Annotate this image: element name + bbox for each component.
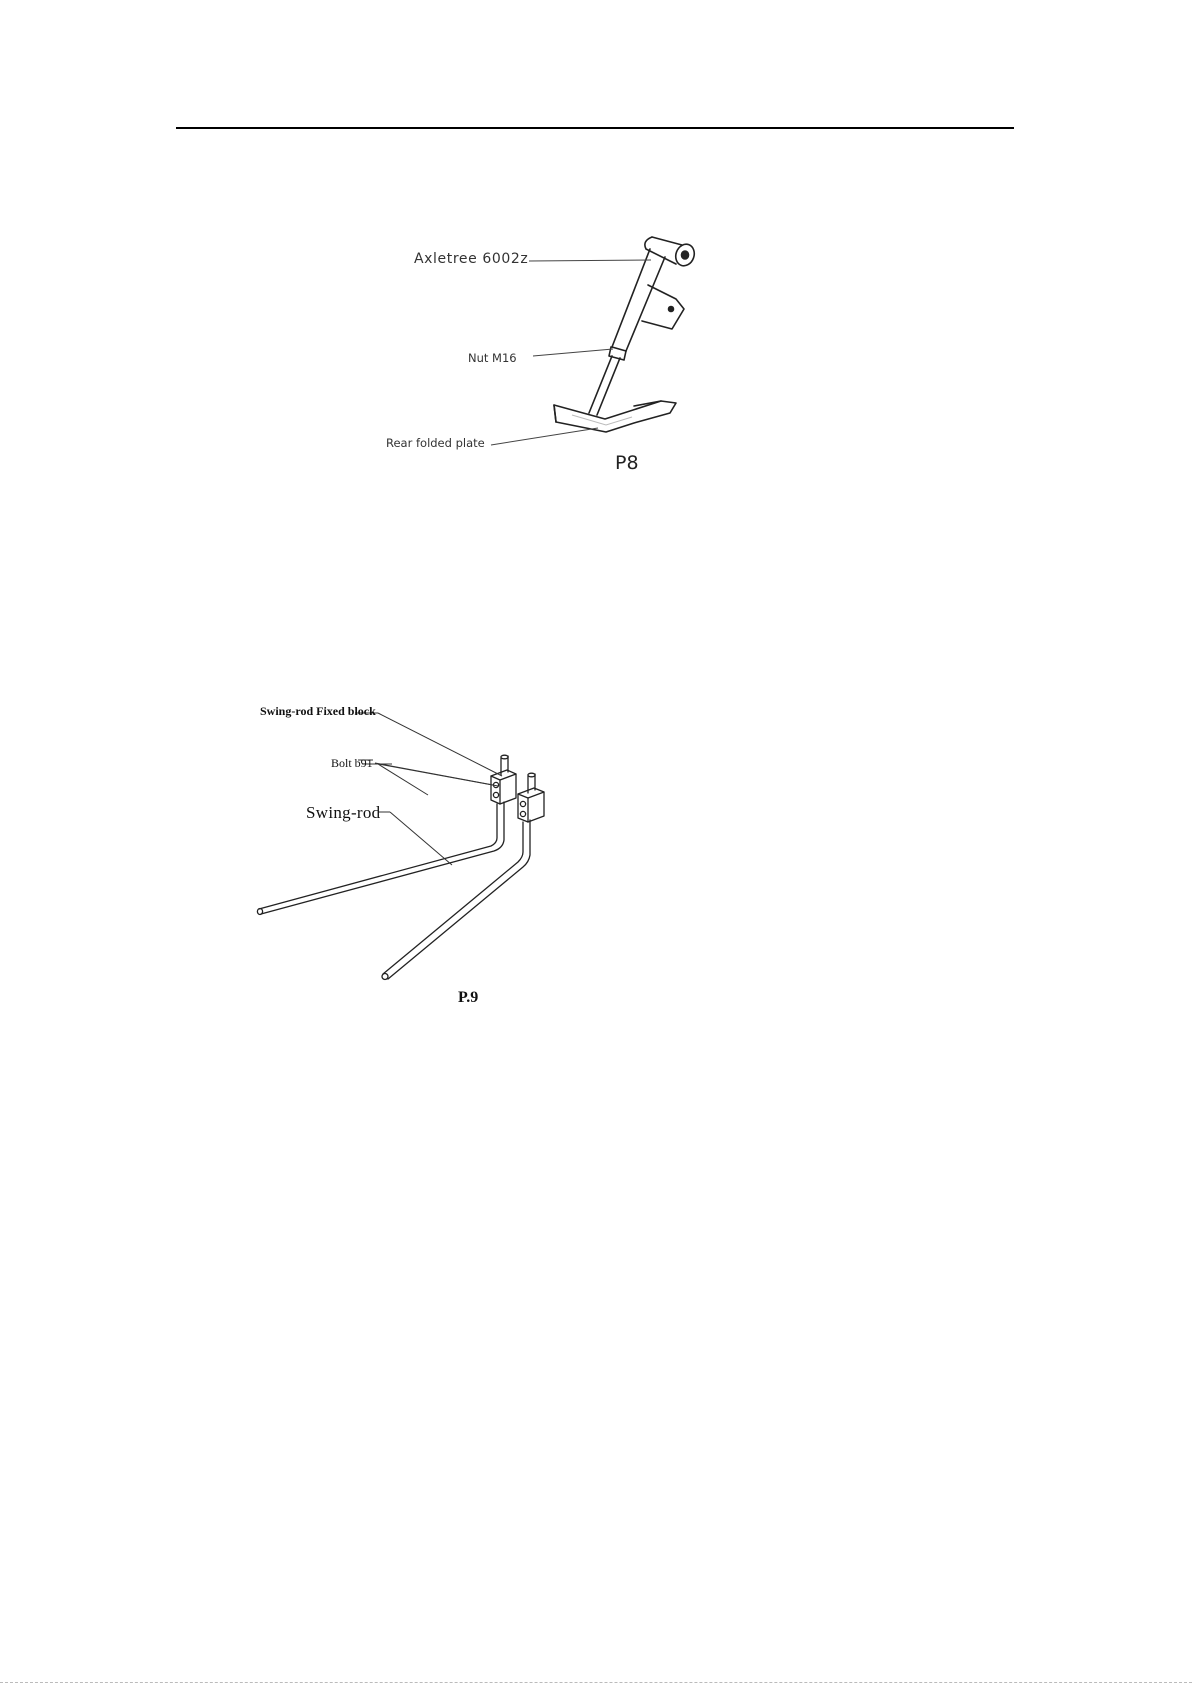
p9-label-fixed-block: Swing-rod Fixed block <box>260 704 376 718</box>
p8-label-plate: Rear folded plate <box>386 436 485 450</box>
page-bottom-edge <box>0 1682 1192 1683</box>
p9-caption: P.9 <box>458 989 479 1006</box>
header-rule <box>176 127 1014 129</box>
p9-label-swing-rod: Swing-rod <box>306 803 381 822</box>
figure-p9 <box>250 700 580 1020</box>
p9-label-bolt: Bolt b91 <box>331 756 373 770</box>
p8-caption: P8 <box>615 452 639 474</box>
figure-p8 <box>380 225 720 485</box>
p8-label-nut: Nut M16 <box>468 351 517 365</box>
p9-drawing <box>250 700 580 1020</box>
p8-label-axletree: Axletree 6002z <box>414 251 529 267</box>
